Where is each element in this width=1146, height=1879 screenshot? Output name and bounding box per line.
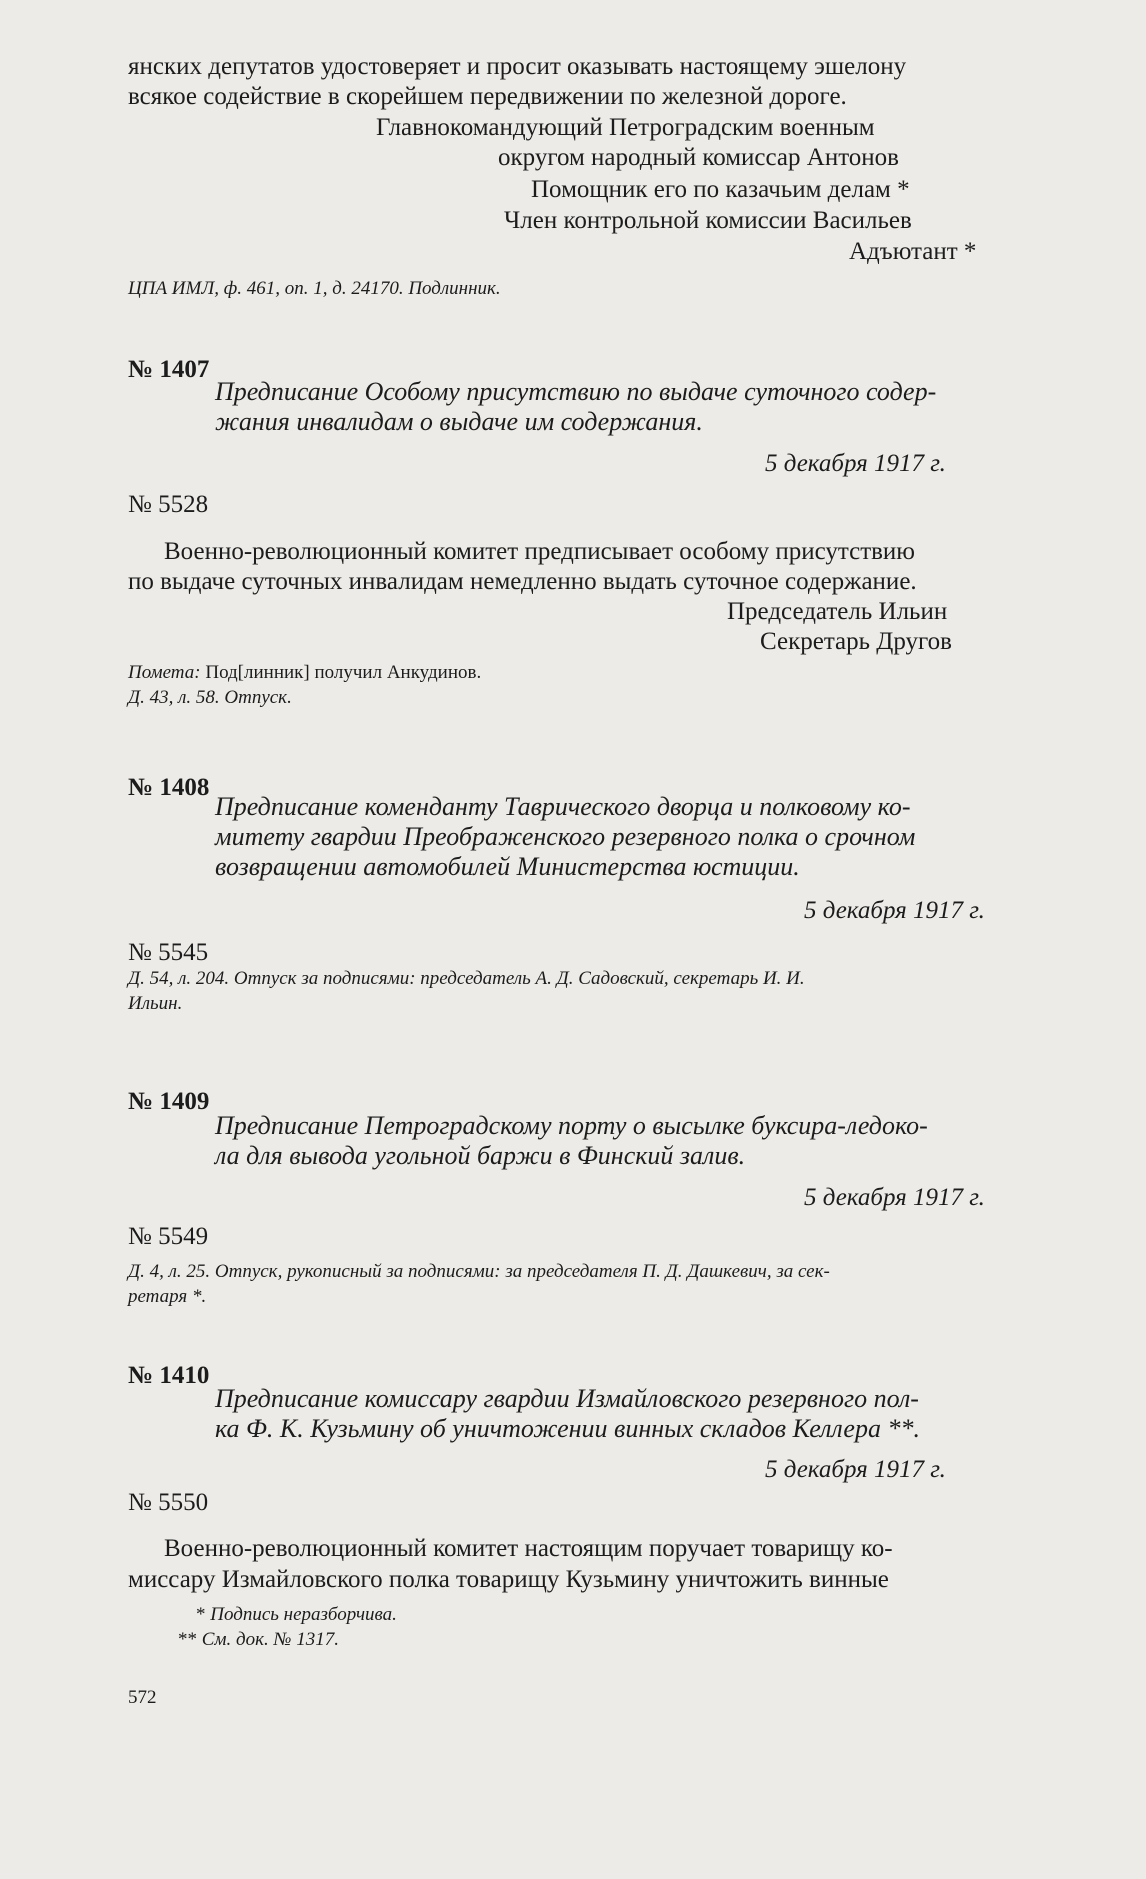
text-line: по выдаче суточных инвалидам немедленно выдать суточное содержание. bbox=[128, 568, 917, 595]
signature-line: Адъютант * bbox=[849, 238, 977, 265]
text-line: янских депутатов удостоверяет и просит оказывать настоящему эшелону bbox=[128, 53, 907, 80]
note-text: Под[линник] получил Анкудинов. bbox=[200, 662, 482, 683]
signature-line: Член контрольной комиссии Васильев bbox=[504, 207, 912, 234]
document-title: возвращении автомобилей Министерства юстиции. bbox=[215, 852, 800, 881]
outgoing-number: № 5549 bbox=[128, 1223, 209, 1250]
document-title: жания инвалидам о выдаче им содержания. bbox=[215, 407, 703, 436]
document-title: Предписание коменданту Таврического дворца и полковому ко- bbox=[215, 792, 911, 821]
signature-line: Секретарь Другов bbox=[760, 628, 952, 655]
note-label: Помета: bbox=[128, 662, 201, 683]
text-line: всякое содействие в скорейшем передвижении по железной дороге. bbox=[128, 83, 847, 110]
signature-line: Помощник его по казачьим делам * bbox=[531, 176, 910, 203]
document-date: 5 декабря 1917 г. bbox=[804, 1184, 985, 1211]
document-title: митету гвардии Преображенского резервного полка о срочном bbox=[215, 822, 916, 851]
footnote bbox=[196, 1603, 397, 1627]
document-number: № 1409 bbox=[128, 1088, 210, 1115]
document-date: 5 декабря 1917 г. bbox=[804, 897, 985, 924]
document-title: ка Ф. К. Кузьмину об уничтожении винных складов Келлера **. bbox=[215, 1414, 920, 1443]
archive-source: Д. 4, л. 25. Отпуск, рукописный за подписями: за председателя П. Д. Дашкевич, за сек- bbox=[128, 1261, 830, 1282]
text-line: Военно-революционный комитет предписывает особому присутствию bbox=[164, 538, 915, 565]
archive-source: Д. 43, л. 58. Отпуск. bbox=[128, 687, 292, 708]
signature-line: Главнокомандующий Петроградским военным bbox=[376, 114, 875, 141]
page-number: 572 bbox=[128, 1687, 157, 1708]
archive-source: Ильин. bbox=[128, 993, 183, 1014]
outgoing-number: № 5545 bbox=[128, 939, 209, 966]
document-number: № 1407 bbox=[128, 356, 210, 383]
outgoing-number: № 5550 bbox=[128, 1489, 209, 1516]
document-number: № 1410 bbox=[128, 1362, 210, 1389]
document-title: Предписание Петроградскому порту о высылке буксира-ледоко- bbox=[215, 1111, 928, 1140]
signature-line: округом народный комиссар Антонов bbox=[498, 144, 899, 171]
archive-source: Д. 54, л. 204. Отпуск за подписями: председатель А. Д. Садовский, секретарь И. И. bbox=[128, 968, 805, 989]
document-title: Предписание Особому присутствию по выдаче суточного содер- bbox=[215, 377, 937, 406]
footnote-mark: ** bbox=[178, 1629, 197, 1650]
footnote bbox=[178, 1628, 339, 1652]
text-line: Военно-революционный комитет настоящим поручает товарищу ко- bbox=[164, 1535, 893, 1562]
annotation-note bbox=[128, 661, 481, 685]
footnote-mark: * bbox=[196, 1604, 206, 1625]
footnote-text: Подпись неразборчива. bbox=[210, 1604, 397, 1625]
document-number: № 1408 bbox=[128, 774, 210, 801]
document-date: 5 декабря 1917 г. bbox=[765, 450, 946, 477]
signature-line: Председатель Ильин bbox=[727, 598, 948, 625]
archive-source: ретаря *. bbox=[128, 1286, 207, 1307]
document-title: ла для вывода угольной баржи в Финский залив. bbox=[215, 1141, 746, 1170]
archive-source: ЦПА ИМЛ, ф. 461, оп. 1, д. 24170. Подлинник. bbox=[128, 278, 501, 299]
footnote-text: См. док. № 1317. bbox=[201, 1629, 339, 1650]
outgoing-number: № 5528 bbox=[128, 491, 209, 518]
document-date: 5 декабря 1917 г. bbox=[765, 1456, 946, 1483]
document-title: Предписание комиссару гвардии Измайловского резервного пол- bbox=[215, 1384, 919, 1413]
text-line: миссару Измайловского полка товарищу Кузьмину уничтожить винные bbox=[128, 1566, 889, 1593]
